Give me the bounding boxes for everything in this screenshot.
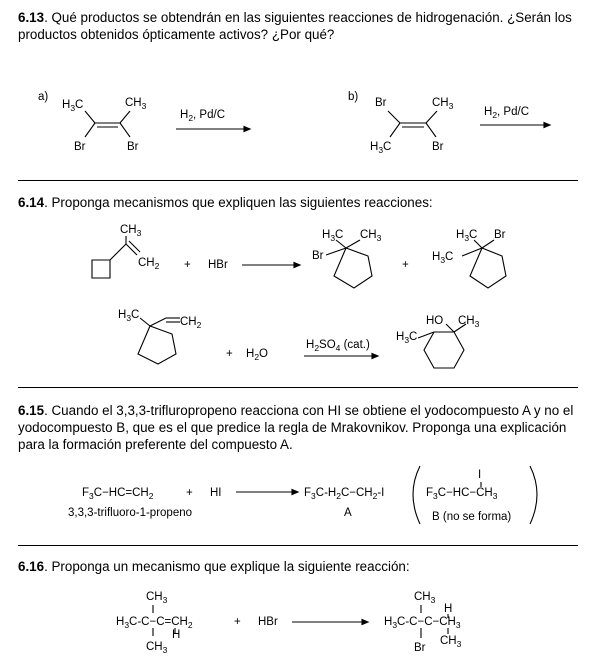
- arrow-head: [292, 490, 298, 495]
- arrow-head: [372, 354, 378, 359]
- cyclohexane-ring: [424, 332, 464, 368]
- reagent-label: $H_2$, Pd/C: [484, 106, 530, 120]
- reactant-formula: $H_3C-C-C=CH_2$: [116, 616, 193, 630]
- product-b-label: B (no se forma): [432, 511, 512, 523]
- mechanism-scheme-1: [0, 222, 592, 372]
- question-6-15: [18, 402, 578, 453]
- bromine-label: Br: [432, 141, 444, 153]
- bond: [120, 111, 130, 123]
- cyclobutane-ring: [92, 260, 110, 278]
- bond: [120, 123, 130, 137]
- bond: [85, 111, 95, 123]
- bromine-label: Br: [74, 141, 86, 153]
- reagent-hi: HI: [210, 487, 222, 499]
- plus-sign: +: [184, 259, 191, 271]
- bond: [346, 240, 360, 248]
- arrow-head: [362, 620, 368, 625]
- divider: [18, 387, 578, 388]
- bromine-label: Br: [312, 250, 324, 262]
- double-bond: [129, 241, 140, 252]
- question-6-13: [18, 9, 578, 43]
- question-text: . Qué productos se obtendrán en las siguientes reacciones de hidrogenación. ¿Serán los productos obtenidos ópticamente activos? ¿Por qué?: [18, 10, 572, 42]
- hydroxyl-label: HO: [426, 315, 444, 327]
- product-formula: $H_3C-C-C-CH_3$: [384, 616, 461, 630]
- catalyst-label: $H_2SO_4$ (cat.): [306, 339, 370, 353]
- methyl-label: $H_3C$: [62, 99, 84, 113]
- bromine-label: Br: [494, 229, 506, 241]
- bond: [474, 240, 482, 248]
- bond: [150, 318, 166, 326]
- right-parenthesis: [530, 466, 537, 524]
- arrow-head: [294, 263, 300, 268]
- question-6-14: [18, 194, 578, 211]
- question-text: . Cuando el 3,3,3-trifluropropeno reacciona con HI se obtiene el yodocompuesto A y no el yodocompuesto B, que es el que predice la regla de Mrakovnikov. Proponga una explicación para la formación preferente del compuesto A.: [18, 403, 574, 452]
- methyl-label: $CH_3$: [125, 97, 147, 111]
- reagent-hbr: HBr: [208, 259, 228, 271]
- hydrogen-label: H: [172, 629, 181, 641]
- bromine-label: Br: [375, 97, 387, 109]
- part-b-label: b): [348, 91, 359, 103]
- plus-sign: +: [234, 616, 241, 628]
- methyl-label: $CH_3$: [146, 641, 168, 655]
- bond: [336, 240, 346, 248]
- methyl-label: $H_3C$: [432, 251, 454, 265]
- methylene-label: $CH_2$: [138, 257, 160, 271]
- rearrangement-scheme: [0, 584, 592, 656]
- methylene-label: $CH_2$: [180, 316, 202, 330]
- product-a-label: A: [344, 507, 352, 519]
- bromine-label: Br: [414, 642, 426, 654]
- bond: [446, 324, 454, 332]
- bond: [426, 111, 437, 123]
- bond: [426, 123, 436, 137]
- bond: [110, 244, 126, 260]
- methyl-label: $CH_3$: [360, 229, 382, 243]
- cyclopentane-ring: [138, 326, 176, 364]
- methyl-label: $CH_3$: [120, 224, 142, 238]
- reagent-water: $H_2O$: [246, 348, 268, 362]
- reagent-hbr: HBr: [258, 616, 278, 628]
- bond: [140, 318, 150, 326]
- divider: [18, 180, 578, 181]
- arrow-head: [544, 123, 550, 128]
- methyl-label: $H_3C$: [396, 331, 418, 345]
- question-text: . Proponga mecanismos que expliquen las siguientes reacciones:: [44, 195, 433, 210]
- plus-sign: +: [226, 348, 233, 360]
- product-a-formula: $F_3C-H_2C-CH_2-I$: [304, 487, 385, 501]
- iodine-label: I: [478, 469, 482, 481]
- cyclopentane-ring: [334, 248, 372, 288]
- hydrogenation-scheme: [0, 85, 592, 165]
- methyl-label: $H_3C$: [322, 229, 344, 243]
- methyl-label: $CH_3$: [146, 591, 168, 605]
- cyclopentane-ring: [470, 248, 506, 288]
- plus-sign: +: [402, 259, 409, 271]
- reactant-formula: $F_3C-HC=CH_2$: [82, 487, 154, 501]
- methyl-label: $CH_3$: [432, 97, 454, 111]
- question-number: 6.15: [18, 403, 45, 418]
- double-bond: [126, 244, 137, 255]
- left-parenthesis: [413, 466, 420, 524]
- reactant-name: 3,3,3-trifluoro-1-propeno: [68, 507, 193, 519]
- divider: [18, 545, 578, 546]
- methyl-label: $CH_3$: [440, 635, 462, 649]
- methyl-label: $H_3C$: [370, 141, 392, 155]
- reagent-label: $H_2$, Pd/C: [180, 109, 226, 123]
- question-6-16: [18, 558, 578, 575]
- bond: [390, 123, 400, 137]
- product-b-formula: $F_3C-HC-CH_3$: [426, 487, 498, 501]
- bond: [85, 123, 95, 137]
- arrow-head: [244, 127, 250, 132]
- hydrogen-label: H: [444, 603, 453, 615]
- methyl-label: $H_3C$: [456, 229, 478, 243]
- hi-addition-scheme: [0, 462, 592, 537]
- bromine-label: Br: [127, 141, 139, 153]
- bond: [482, 240, 494, 248]
- question-number: 6.13: [18, 10, 45, 25]
- question-number: 6.14: [18, 195, 45, 210]
- bond: [388, 111, 400, 123]
- question-number: 6.16: [18, 559, 45, 574]
- methyl-label: $CH_3$: [458, 315, 480, 329]
- plus-sign: +: [186, 487, 193, 499]
- methyl-label: $CH_3$: [414, 591, 436, 605]
- question-text: . Proponga un mecanismo que explique la siguiente reacción:: [44, 559, 410, 574]
- part-a-label: a): [38, 91, 49, 103]
- methyl-label: $H_3C$: [118, 309, 140, 323]
